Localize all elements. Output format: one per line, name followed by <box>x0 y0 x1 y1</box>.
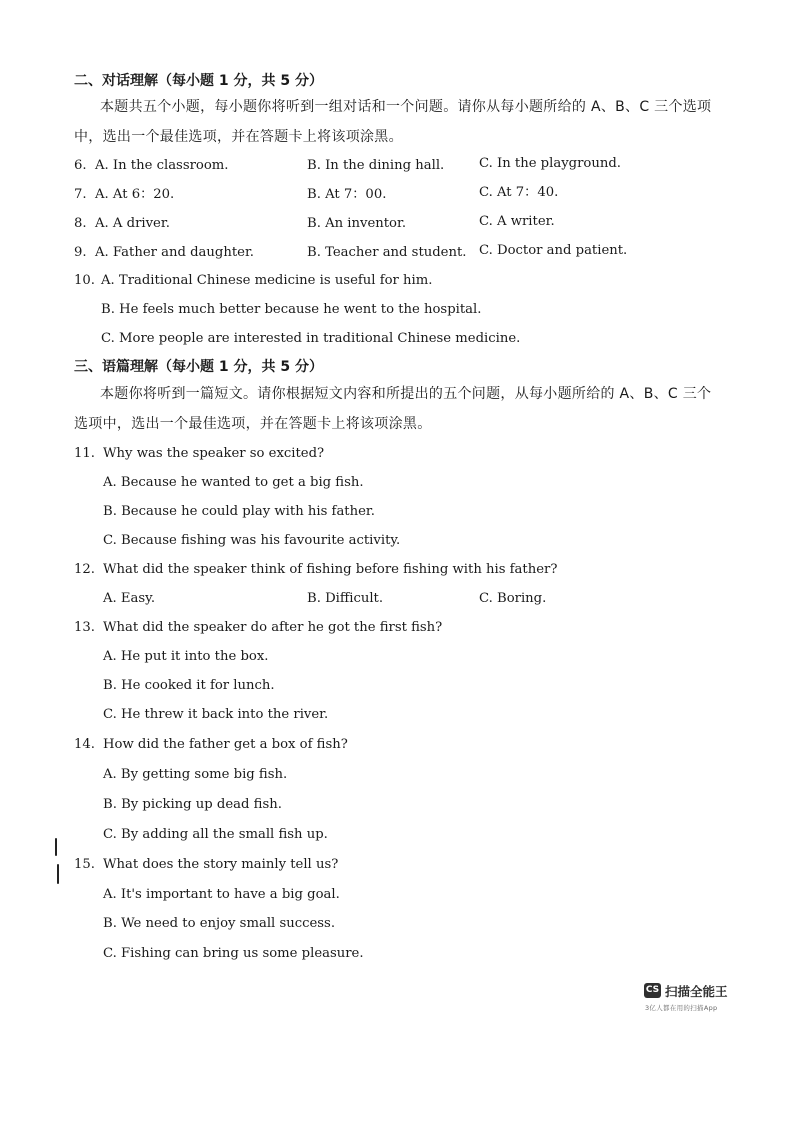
question-15-text: What does the story mainly tell us? <box>103 857 339 872</box>
question-7-number: 7. <box>74 187 87 202</box>
question-7-option-c: C. At 7：40. <box>479 185 559 200</box>
question-11-option-b: B. Because he could play with his father. <box>103 504 375 519</box>
watermark-tagline: 3亿人都在用的扫描App <box>645 1004 718 1012</box>
question-9-option-c: C. Doctor and patient. <box>479 243 628 258</box>
question-15-number: 15. <box>74 857 95 872</box>
question-9-option-a: A. Father and daughter. <box>95 245 254 260</box>
question-11-option-a: A. Because he wanted to get a big fish. <box>103 475 364 490</box>
question-7-option-b: B. At 7：00. <box>307 187 387 202</box>
section-2-heading: 二、对话理解（每小题 1 分，共 5 分） <box>74 73 323 89</box>
section-3-instruction-line1: 本题你将听到一篇短文。请你根据短文内容和所提出的五个问题，从每小题所给的 A、B、C 三个 <box>100 386 712 402</box>
question-13-option-b: B. He cooked it for lunch. <box>103 678 275 693</box>
margin-mark <box>55 838 57 856</box>
question-15-option-b: B. We need to enjoy small success. <box>103 916 336 931</box>
question-12-option-a: A. Easy. <box>103 591 156 606</box>
question-10-option-a: A. Traditional Chinese medicine is useful for him. <box>101 273 433 288</box>
question-8-option-a: A. A driver. <box>95 216 170 231</box>
camscanner-logo-icon: CS <box>644 983 661 998</box>
section-3-heading: 三、语篇理解（每小题 1 分，共 5 分） <box>74 359 323 375</box>
question-10-number: 10. <box>74 273 95 288</box>
question-13-text: What did the speaker do after he got the first fish? <box>103 620 443 635</box>
section-3-instruction-line2: 选项中，选出一个最佳选项，并在答题卡上将该项涂黑。 <box>74 416 432 432</box>
question-9-option-b: B. Teacher and student. <box>307 245 467 260</box>
question-13-option-c: C. He threw it back into the river. <box>103 707 329 722</box>
section-2-instruction-line2: 中，选出一个最佳选项，并在答题卡上将该项涂黑。 <box>74 129 403 145</box>
question-13-number: 13. <box>74 620 95 635</box>
question-14-option-c: C. By adding all the small fish up. <box>103 827 328 842</box>
margin-mark <box>57 864 59 884</box>
question-6-option-c: C. In the playground. <box>479 156 621 171</box>
question-15-option-c: C. Fishing can bring us some pleasure. <box>103 946 364 961</box>
question-11-number: 11. <box>74 446 95 461</box>
question-15-option-a: A. It's important to have a big goal. <box>103 887 340 902</box>
section-2-instruction-line1: 本题共五个小题，每小题你将听到一组对话和一个问题。请你从每小题所给的 A、B、C 三个选项 <box>100 99 712 115</box>
question-12-option-c: C. Boring. <box>479 591 547 606</box>
question-10-option-b: B. He feels much better because he went to the hospital. <box>101 302 482 317</box>
question-6-option-a: A. In the classroom. <box>95 158 229 173</box>
question-12-option-b: B. Difficult. <box>307 591 384 606</box>
question-14-number: 14. <box>74 737 95 752</box>
question-7-option-a: A. At 6：20. <box>95 187 175 202</box>
question-14-option-a: A. By getting some big fish. <box>103 767 288 782</box>
watermark-name: 扫描全能王 <box>665 984 728 999</box>
question-12-number: 12. <box>74 562 95 577</box>
question-11-option-c: C. Because fishing was his favourite activity. <box>103 533 401 548</box>
question-6-option-b: B. In the dining hall. <box>307 158 445 173</box>
question-8-option-c: C. A writer. <box>479 214 555 229</box>
question-14-text: How did the father get a box of fish? <box>103 737 348 752</box>
question-14-option-b: B. By picking up dead fish. <box>103 797 282 812</box>
question-9-number: 9. <box>74 245 87 260</box>
question-10-option-c: C. More people are interested in traditional Chinese medicine. <box>101 331 521 346</box>
question-6-number: 6. <box>74 158 87 173</box>
question-13-option-a: A. He put it into the box. <box>103 649 269 664</box>
question-12-text: What did the speaker think of fishing before fishing with his father? <box>103 562 558 577</box>
question-8-option-b: B. An inventor. <box>307 216 407 231</box>
question-11-text: Why was the speaker so excited? <box>103 446 325 461</box>
question-8-number: 8. <box>74 216 87 231</box>
